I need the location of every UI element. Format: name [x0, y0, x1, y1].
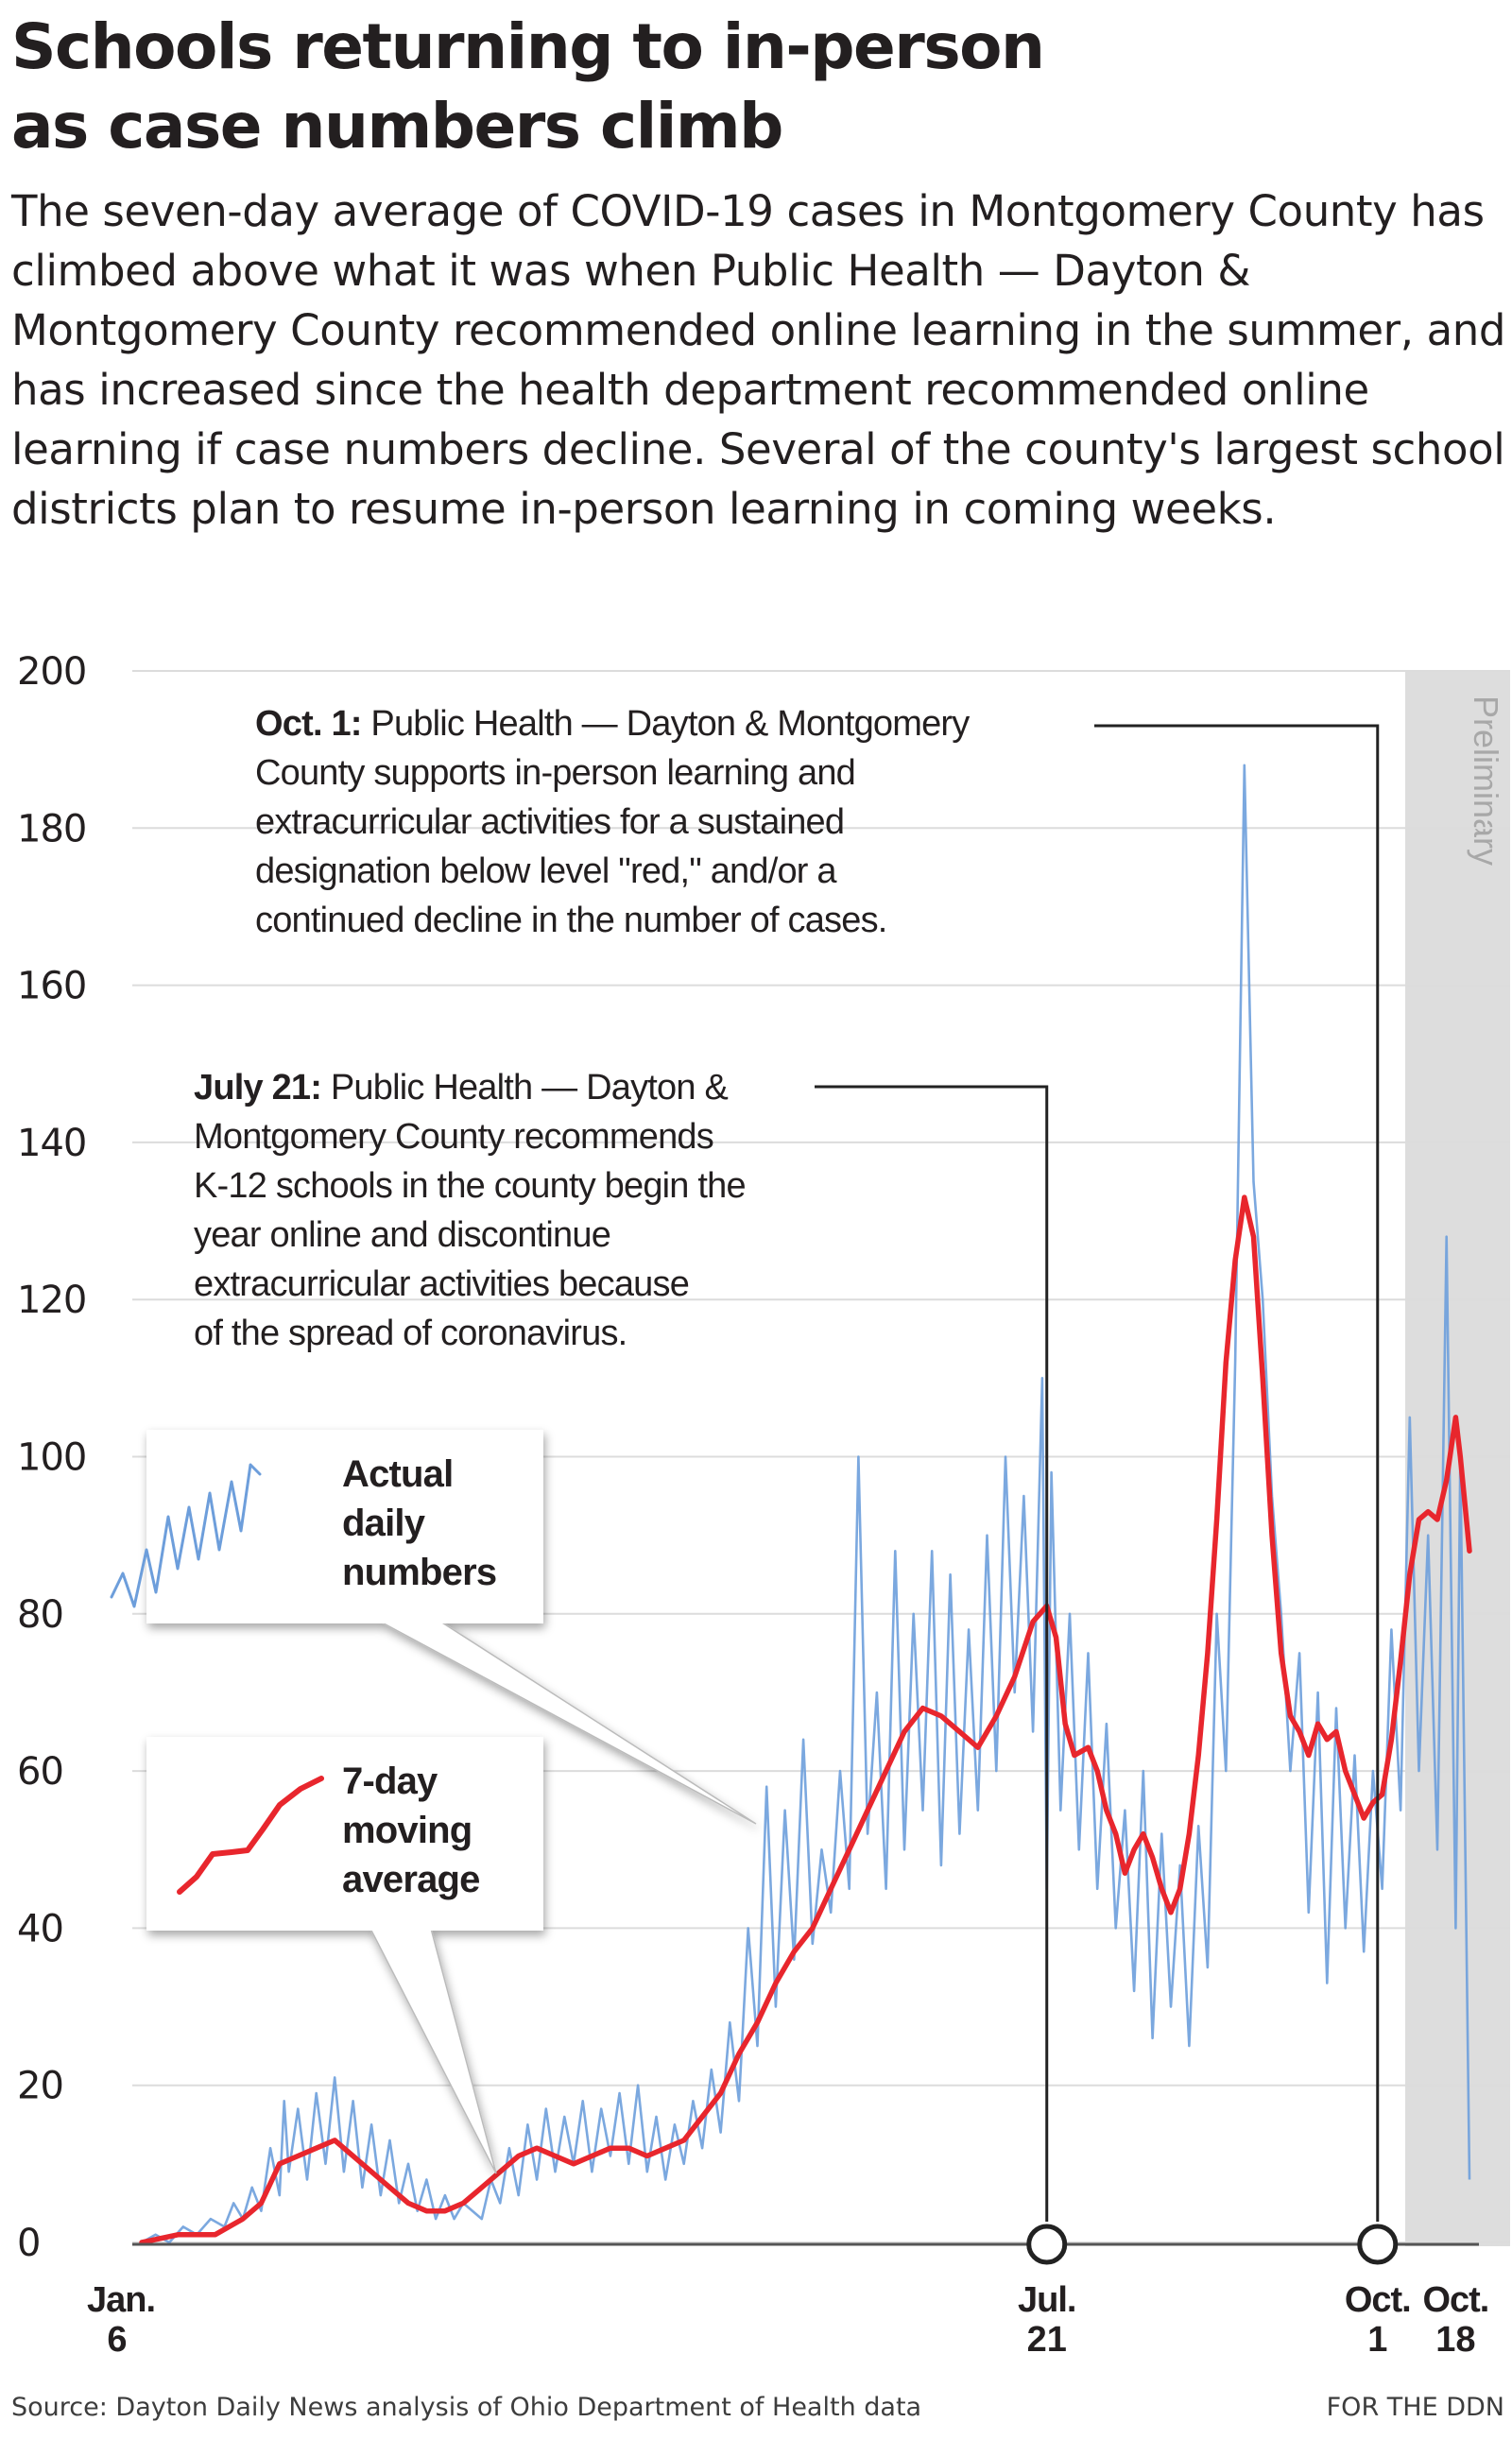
annotation-oct-1-text: continued decline in the number of cases. [255, 901, 887, 940]
preliminary-label: Preliminary [1467, 696, 1505, 867]
annotation-oct-1-text: Public Health — Dayton & Montgomery [370, 704, 970, 744]
annotation-oct-1-line-5 [255, 901, 887, 940]
annotation-jul-21-line-4 [194, 1215, 610, 1255]
preliminary-band [1405, 671, 1510, 2246]
annotation-jul-21-text: Public Health — Dayton & [330, 1068, 728, 1108]
annotation-oct-1 [255, 704, 970, 940]
legend-label-line-3: average [342, 1859, 480, 1900]
annotation-oct-1-line-2 [255, 753, 855, 793]
annotation-jul-21-date: July 21: [194, 1068, 331, 1108]
legend-label-line-3: numbers [342, 1552, 497, 1593]
annotation-jul-21-line-6 [194, 1314, 627, 1353]
annotation-jul-21-line-5 [194, 1264, 689, 1304]
x-tick-label-month: Jul. [1017, 2280, 1076, 2320]
legend-7-day-average [146, 1737, 543, 2173]
annotation-jul-21 [194, 1068, 746, 1353]
annotation-jul-21-line-2 [194, 1117, 713, 1157]
annotation-oct-1-marker [1360, 2226, 1396, 2262]
x-tick-jul-21 [1018, 2280, 1075, 2360]
x-tick-jan-6 [87, 2280, 155, 2360]
credit-note: FOR THE DDN [1326, 2393, 1504, 2422]
y-tick-label-200: 200 [17, 650, 87, 694]
y-tick-label-40: 40 [17, 1907, 63, 1951]
annotation-jul-21-text: of the spread of coronavirus. [194, 1314, 627, 1353]
y-tick-label-160: 160 [17, 964, 87, 1008]
x-tick-label-day: 1 [1367, 2320, 1388, 2360]
legend-label-line-2: moving [342, 1810, 472, 1851]
annotation-jul-21-line-3 [194, 1166, 746, 1206]
x-tick-oct-18 [1422, 2280, 1488, 2360]
y-tick-label-140: 140 [17, 1121, 87, 1165]
annotation-oct-1-text: extracurricular activities for a sustained [255, 802, 845, 842]
y-tick-label-180: 180 [17, 807, 87, 851]
y-tick-label-60: 60 [17, 1750, 63, 1795]
x-tick-label-day: 21 [1026, 2320, 1067, 2360]
x-tick-label-month: Oct. [1344, 2280, 1411, 2320]
annotation-jul-21-text: year online and discontinue [194, 1215, 611, 1255]
annotation-oct-1-text: County supports in-person learning and [255, 753, 856, 793]
x-tick-label-month: Jan. [87, 2280, 156, 2320]
chart-title-line-1: Schools returning to in-person [11, 10, 1044, 83]
y-tick-label-100: 100 [17, 1435, 87, 1480]
chart-subtitle: The seven-day average of COVID-19 cases in Montgomery County has climbed above what it was when Public Health — Dayton & Montgomery County recommended online learning in the summer, and has increased since the health department recommended online learning if case numbers decline. Several of the county's largest school districts plan to resume in-person learning in coming weeks. [11, 186, 1506, 534]
annotation-jul-21-text: K-12 schools in the county begin the [194, 1166, 746, 1206]
annotation-oct-1-line-1 [255, 704, 970, 744]
y-tick-label-20: 20 [17, 2064, 63, 2108]
annotation-oct-1-line-4 [255, 851, 837, 891]
annotation-jul-21-line-1 [194, 1068, 728, 1108]
annotation-jul-21-marker [1029, 2226, 1065, 2262]
annotation-jul-21-text: Montgomery County recommends [194, 1117, 713, 1157]
x-tick-label-day: 6 [107, 2320, 128, 2360]
legend-label-line-2: daily [342, 1503, 425, 1544]
legend-label-line-1: 7-day [342, 1761, 438, 1802]
x-tick-oct-1 [1345, 2280, 1411, 2360]
annotation-oct-1-text: designation below level "red," and/or a [255, 851, 836, 891]
legend-pointer [369, 1925, 496, 2173]
annotation-oct-1-leader [1094, 726, 1378, 2222]
source-note: Source: Dayton Daily News analysis of Ohio Department of Health data [11, 2393, 922, 2422]
annotation-jul-21-text: extracurricular activities because [194, 1264, 690, 1304]
annotation-oct-1-line-3 [255, 802, 844, 842]
legend-label-line-1: Actual [342, 1453, 454, 1495]
y-tick-label-0: 0 [17, 2222, 41, 2265]
y-tick-label-120: 120 [17, 1279, 87, 1323]
x-tick-label-day: 18 [1435, 2320, 1476, 2360]
chart-title-line-2: as case numbers climb [11, 90, 782, 163]
annotation-oct-1-date: Oct. 1: [255, 704, 371, 744]
x-tick-label-month: Oct. [1422, 2280, 1489, 2320]
y-tick-label-80: 80 [17, 1592, 63, 1637]
